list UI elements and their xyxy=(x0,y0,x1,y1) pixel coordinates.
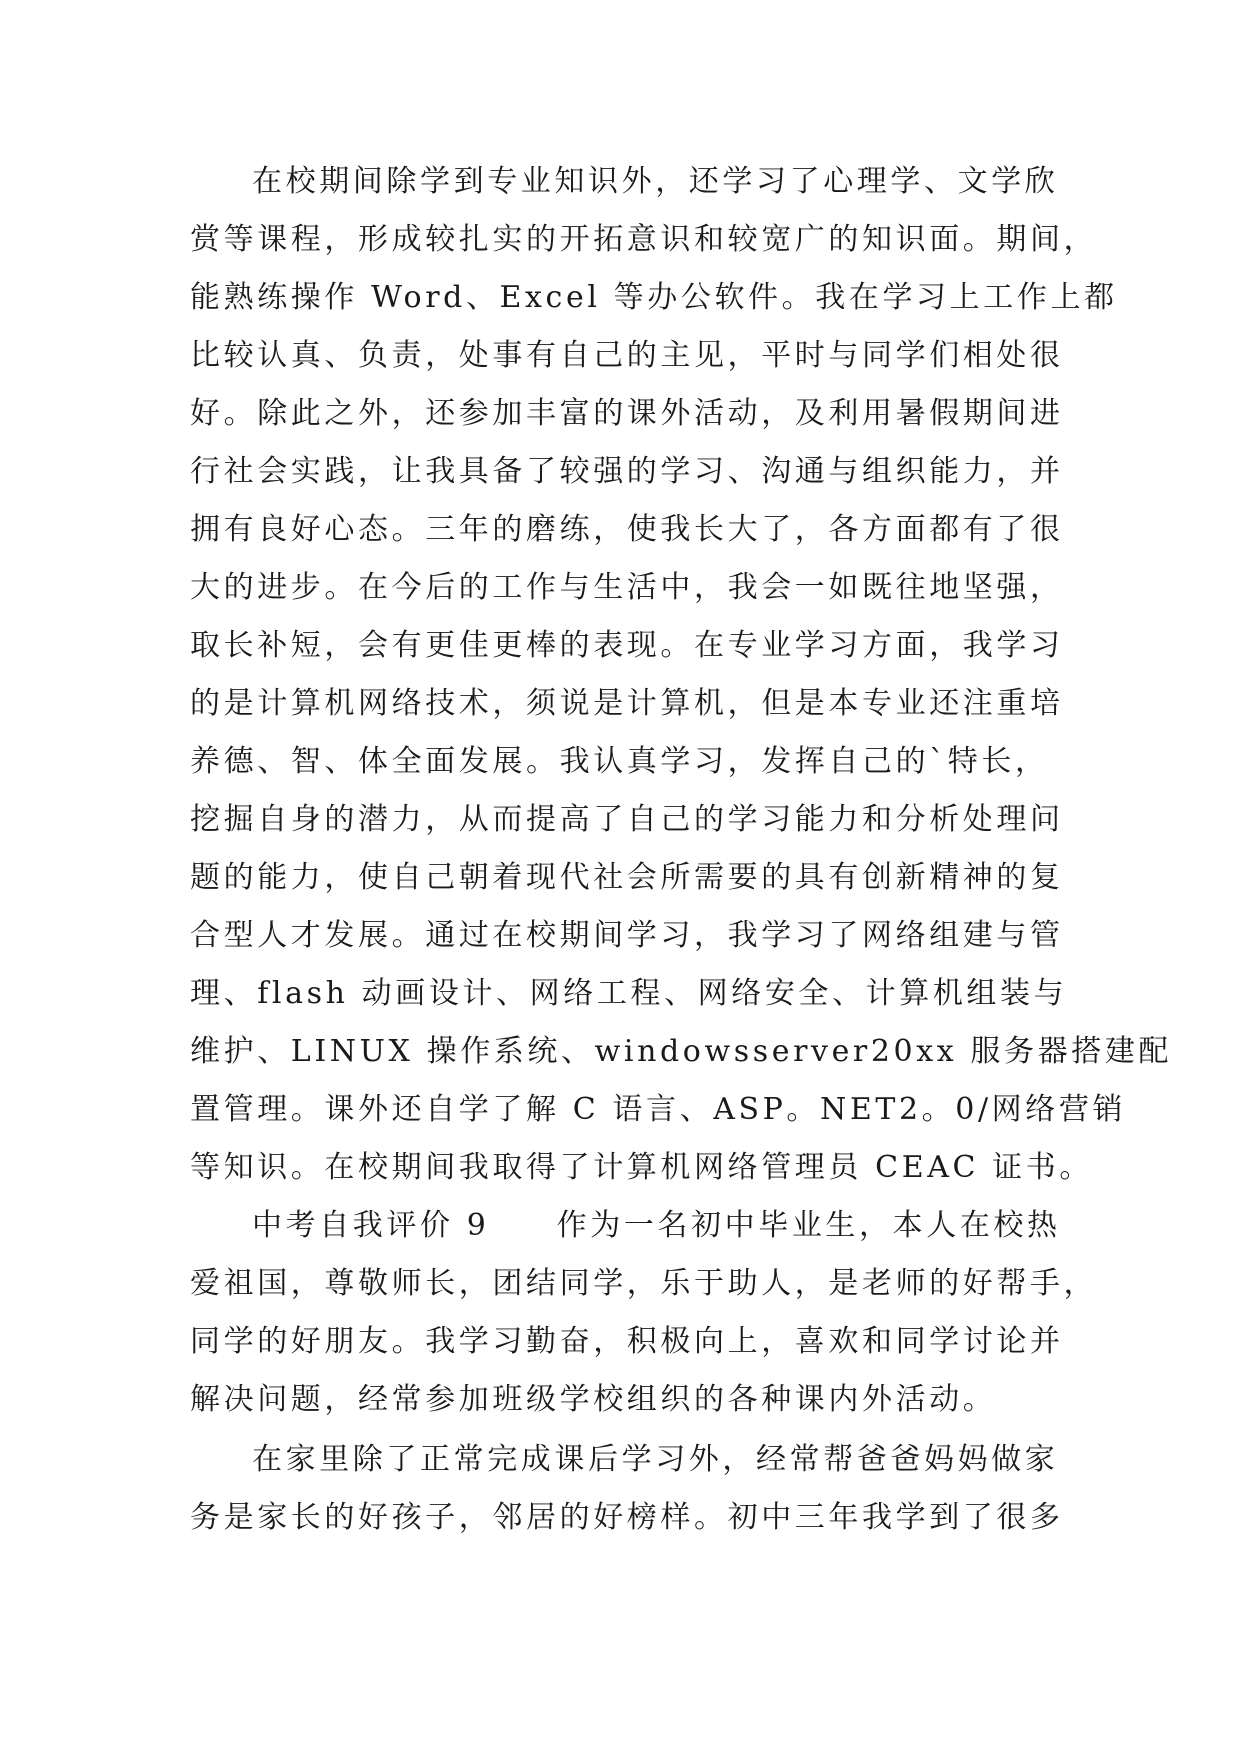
paragraph-line: 取长补短，会有更佳更棒的表现。在专业学习方面，我学习 xyxy=(190,628,1064,663)
paragraph-line: 行社会实践，让我具备了较强的学习、沟通与组织能力，并 xyxy=(190,454,1064,489)
paragraph-line: 在家里除了正常完成课后学习外，经常帮爸爸妈妈做家 xyxy=(252,1442,1059,1477)
paragraph-line: 好。除此之外，还参加丰富的课外活动，及利用暑假期间进 xyxy=(190,396,1064,431)
paragraph-line: 等知识。在校期间我取得了计算机网络管理员 CEAC 证书。 xyxy=(190,1150,1093,1185)
paragraph-line: 挖掘自身的潜力，从而提高了自己的学习能力和分析处理问 xyxy=(190,802,1064,837)
paragraph-line: 比较认真、负责，处事有自己的主见，平时与同学们相处很 xyxy=(190,338,1064,373)
paragraph-line: 拥有良好心态。三年的磨练，使我长大了，各方面都有了很 xyxy=(190,512,1064,547)
paragraph-line: 维护、LINUX 操作系统、windowsserver20xx 服务器搭建配 xyxy=(190,1034,1173,1069)
paragraph-line: 赏等课程，形成较扎实的开拓意识和较宽广的知识面。期间， xyxy=(190,222,1098,257)
paragraph-line: 题的能力，使自己朝着现代社会所需要的具有创新精神的复 xyxy=(190,860,1064,895)
paragraph-line: 理、flash 动画设计、网络工程、网络安全、计算机组装与 xyxy=(190,976,1068,1011)
paragraph-line: 大的进步。在今后的工作与生活中，我会一如既往地坚强， xyxy=(190,570,1064,605)
paragraph-line: 合型人才发展。通过在校期间学习，我学习了网络组建与管 xyxy=(190,918,1064,953)
paragraph-line: 中考自我评价 9 作为一名初中毕业生，本人在校热 xyxy=(252,1208,1061,1243)
paragraph-line: 的是计算机网络技术，须说是计算机，但是本专业还注重培 xyxy=(190,686,1064,721)
paragraph-line: 解决问题，经常参加班级学校组织的各种课内外活动。 xyxy=(190,1382,997,1417)
paragraph-line: 爱祖国，尊敬师长，团结同学，乐于助人，是老师的好帮手， xyxy=(190,1266,1098,1301)
paragraph-line: 置管理。课外还自学了解 C 语言、ASP。NET2。0/网络营销 xyxy=(190,1092,1127,1127)
paragraph-line: 务是家长的好孩子，邻居的好榜样。初中三年我学到了很多 xyxy=(190,1500,1064,1535)
paragraph-line: 养德、智、体全面发展。我认真学习，发挥自己的`特长， xyxy=(190,744,1049,779)
paragraph-line: 同学的好朋友。我学习勤奋，积极向上，喜欢和同学讨论并 xyxy=(190,1324,1064,1359)
paragraph-line: 能熟练操作 Word、Excel 等办公软件。我在学习上工作上都 xyxy=(190,280,1118,315)
paragraph-line: 在校期间除学到专业知识外，还学习了心理学、文学欣 xyxy=(252,164,1059,199)
